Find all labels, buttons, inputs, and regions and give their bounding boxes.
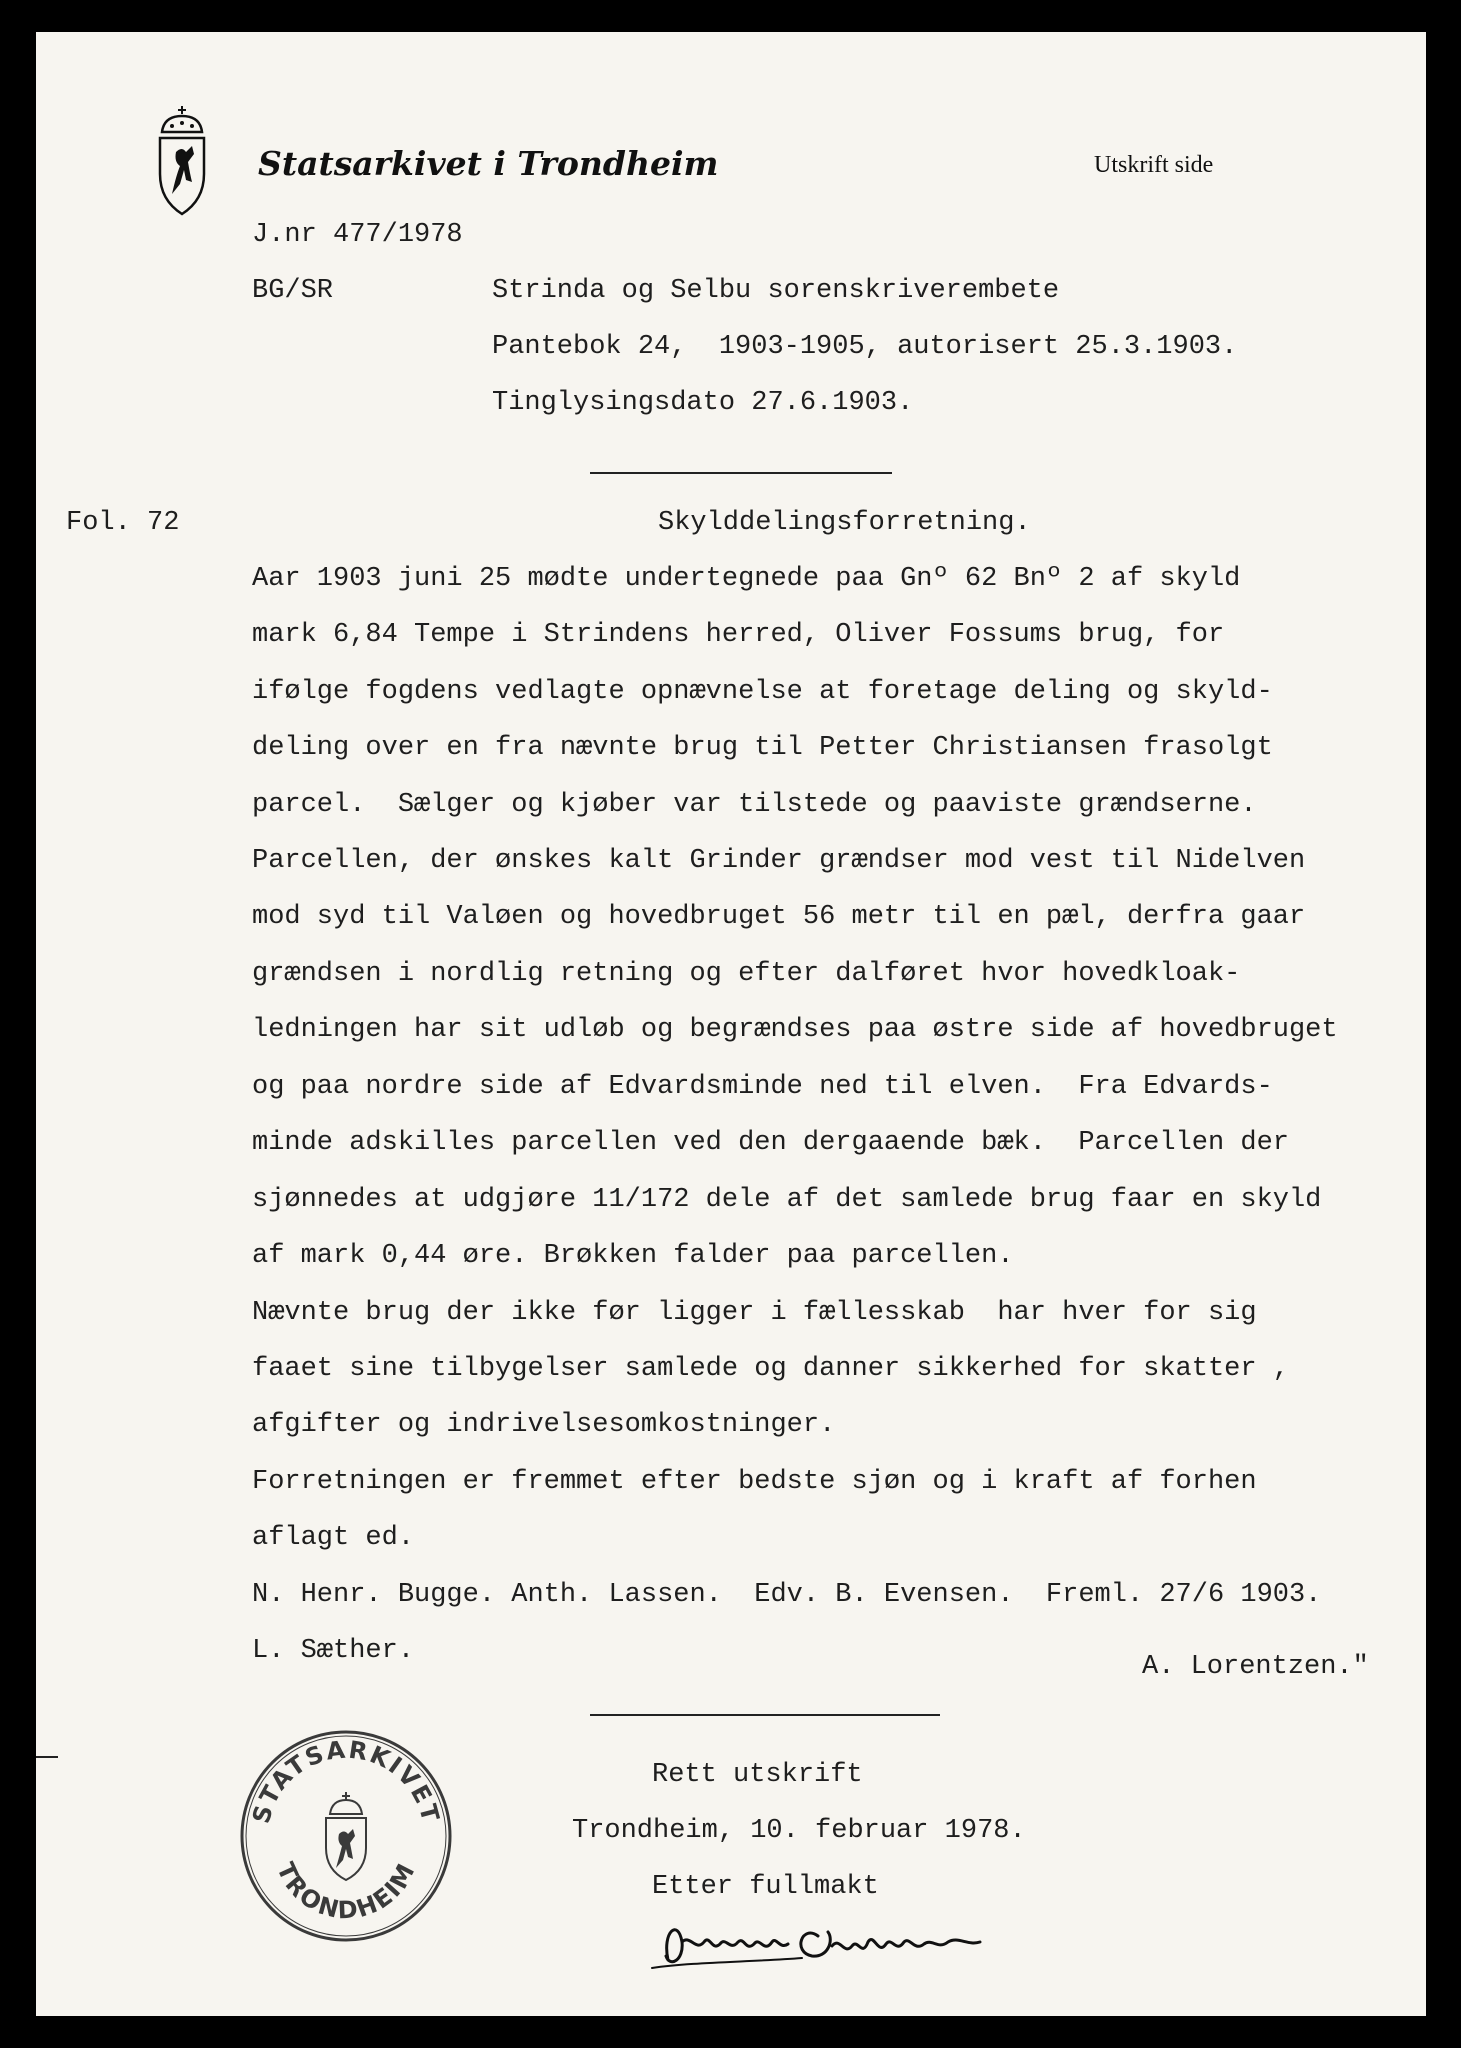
coat-of-arms-icon [154,104,210,220]
certification-place-date: Trondheim, 10. februar 1978. [572,1816,1026,1846]
svg-text:STATSARKIVET [247,1735,445,1826]
body-line: Parcellen, der ønskes kalt Grinder grændser mod vest til Nidelven [252,846,1306,876]
body-line: ifølge fogdens vedlagte opnævnelse at foretage deling og skyld- [252,677,1273,707]
body-line: afgifter og indrivelsesomkostninger. [252,1410,836,1440]
stamp-top-text: STATSARKIVET [246,1735,445,1827]
body-line: mark 6,84 Tempe i Strindens herred, Oliver Fossums brug, for [252,620,1225,650]
body-line: aflagt ed. [252,1523,415,1553]
document-title: Skylddelingsforretning. [658,508,1031,538]
divider [590,472,892,474]
page-side-label: Utskrift side [1094,152,1214,178]
margin-mark [36,1756,58,1758]
journal-number: J.nr 477/1978 [252,220,463,250]
stamp-bottom-text: TRONDHEIM [271,1857,422,1925]
source-line: Pantebok 24, 1903-1905, autorisert 25.3.1903. [492,332,1238,362]
signatories-line-2: L. Sæther. [252,1636,415,1666]
document-page [36,32,1426,2016]
body-line: deling over en fra nævnte brug til Petter Christiansen frasolgt [252,733,1273,763]
reference-code: BG/SR [252,276,334,306]
signatory-right: A. Lorentzen." [1142,1652,1369,1682]
body-line: Forretningen er fremmet efter bedste sjøn og i kraft af forhen [252,1467,1257,1497]
body-line: ledningen har sit udløb og begrændses paa østre side af hovedbruget [252,1015,1338,1045]
folio-number: Fol. 72 [66,508,180,538]
handwritten-signature [632,1912,1022,1976]
archive-name: Statsarkivet i Trondheim [258,144,719,183]
svg-text:TRONDHEIM [271,1858,421,1925]
source-line: Strinda og Selbu sorenskriverembete [492,276,1060,306]
body-line: parcel. Sælger og kjøber var tilstede og paaviste grændserne. [252,790,1257,820]
body-line: grændsen i nordlig retning og efter dalføret hvor hovedkloak- [252,959,1241,989]
official-stamp [238,1728,454,1944]
body-line: Nævnte brug der ikke før ligger i fællesskab har hver for sig [252,1298,1257,1328]
signatories-line: N. Henr. Bugge. Anth. Lassen. Edv. B. Evensen. Freml. 27/6 1903. [252,1580,1322,1610]
body-line: faaet sine tilbygelser samlede og danner sikkerhed for skatter , [252,1354,1289,1384]
body-line: af mark 0,44 øre. Brøkken falder paa parcellen. [252,1241,1014,1271]
body-line: Aar 1903 juni 25 mødte undertegnede paa Gnº 62 Bnº 2 af skyld [252,564,1241,594]
divider [590,1714,940,1716]
body-line: og paa nordre side af Edvardsminde ned til elven. Fra Edvards- [252,1072,1273,1102]
body-line: sjønnedes at udgjøre 11/172 dele af det samlede brug faar en skyld [252,1185,1322,1215]
certification-authority: Etter fullmakt [652,1872,879,1902]
certification-line: Rett utskrift [652,1760,863,1790]
body-line: minde adskilles parcellen ved den dergaaende bæk. Parcellen der [252,1128,1289,1158]
stamp-coat-of-arms-icon [326,1792,366,1880]
body-line: mod syd til Valøen og hovedbruget 56 metr til en pæl, derfra gaar [252,902,1306,932]
source-line: Tinglysingsdato 27.6.1903. [492,388,914,418]
